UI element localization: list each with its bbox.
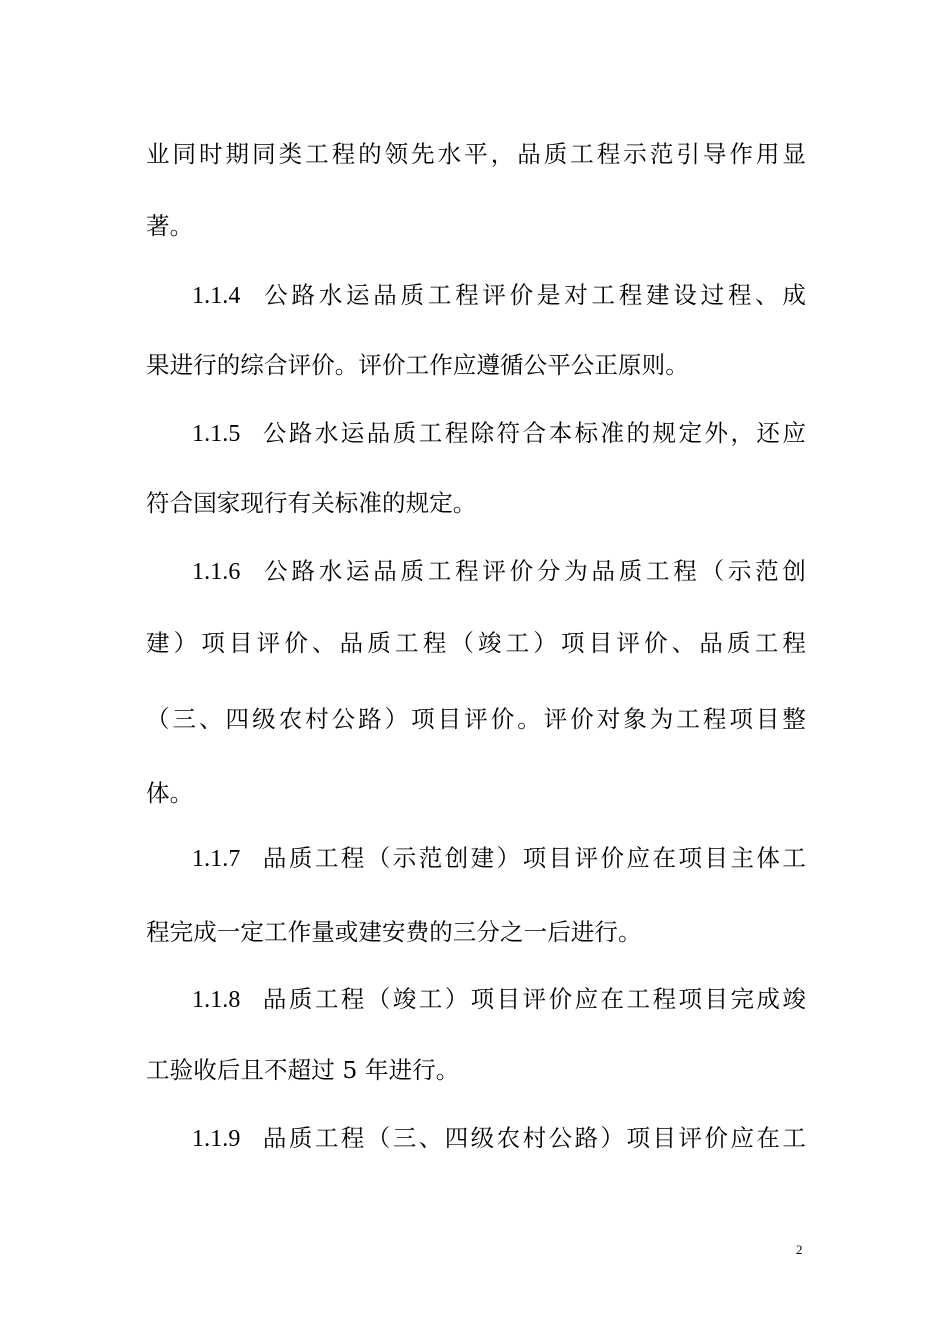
clause-text: 品质工程（三、四级农村公路）项目评价应在工: [260, 1124, 806, 1152]
paragraph-line: 著。: [146, 212, 194, 240]
paragraph-line: 体。: [146, 779, 194, 807]
clause-text: 品质工程（示范创建）项目评价应在项目主体工: [260, 844, 806, 872]
clause-text: 公路水运品质工程评价是对工程建设过程、成: [260, 281, 806, 309]
clause-text: 品质工程（竣工）项目评价应在工程项目完成竣: [260, 985, 806, 1013]
clause-number: 1.1.7: [192, 846, 241, 872]
clause-text: 公路水运品质工程评价分为品质工程（示范创: [260, 557, 806, 585]
clause-number: 1.1.4: [192, 283, 241, 309]
clause-1-1-5-line: [192, 418, 806, 449]
paragraph-line: 符合国家现行有关标准的规定。: [146, 489, 477, 517]
paragraph-line: 程完成一定工作量或建安费的三分之一后进行。: [146, 918, 642, 946]
clause-1-1-9-line: [192, 1123, 806, 1154]
clause-number: 1.1.8: [192, 987, 241, 1013]
clause-1-1-7-line: [192, 843, 806, 874]
clause-1-1-8-line: [192, 984, 806, 1015]
paragraph-line: 建）项目评价、品质工程（竣工）项目评价、品质工程: [146, 629, 806, 657]
paragraph-line: 业同时期同类工程的领先水平，品质工程示范引导作用显: [146, 140, 806, 168]
clause-number: 1.1.6: [192, 559, 241, 585]
clause-number: 1.1.5: [192, 421, 241, 447]
paragraph-line: （三、四级农村公路）项目评价。评价对象为工程项目整: [146, 705, 806, 733]
clause-1-1-6-line: [192, 556, 806, 587]
clause-number: 1.1.9: [192, 1126, 241, 1152]
paragraph-line: 工验收后且不超过 5 年进行。: [146, 1056, 460, 1084]
clause-text: 公路水运品质工程除符合本标准的规定外，还应: [260, 419, 806, 447]
clause-1-1-4-line: [192, 280, 806, 311]
page-number: 2: [796, 1242, 803, 1257]
paragraph-line: 果进行的综合评价。评价工作应遵循公平公正原则。: [146, 351, 689, 379]
